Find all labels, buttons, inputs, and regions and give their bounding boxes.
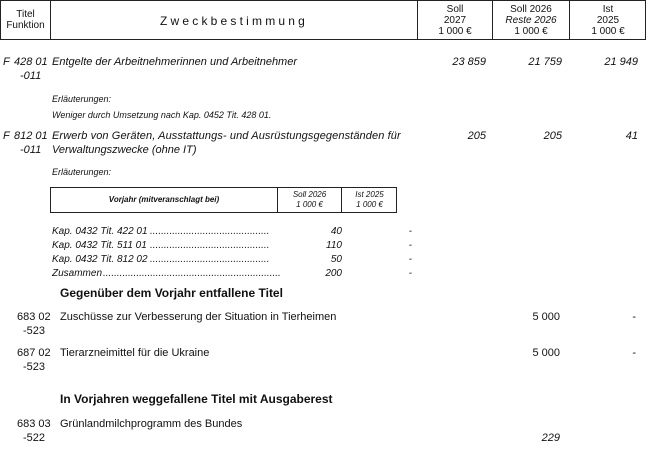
vorjahr-row-dots: ................................................................ xyxy=(103,268,281,279)
entry-soll-2026: 229 xyxy=(541,432,560,444)
vorjahr-header: Vorjahr (mitveranschlagt bei) xyxy=(108,195,220,204)
section-heading-weggefallene-titel: In Vorjahren weggefallene Titel mit Ausgaberest xyxy=(60,392,333,406)
vorjahr-row-dots: ........................................... xyxy=(150,226,270,237)
vorjahr-row-soll: 50 xyxy=(330,254,342,265)
entry-titel: 812 01 xyxy=(14,130,48,142)
vorjahr-row-ist: - xyxy=(408,254,412,265)
entry-soll-2026: 5 000 xyxy=(532,311,560,323)
entry-titel: 428 01 xyxy=(14,56,48,68)
entry-text: Grünlandmilchprogramm des Bundes xyxy=(60,418,243,430)
header-ist-2025: Ist 2025 1 000 € xyxy=(591,4,625,37)
entry-text: Entgelte der Arbeitnehmerinnen und Arbeitnehmer xyxy=(52,56,298,68)
vorjahr-ist-header: Ist 2025 1 000 € xyxy=(355,190,384,209)
vorjahr-row-label: Kap. 0432 Tit. 812 02 xyxy=(52,254,148,265)
erlaeuterungen-text: Weniger durch Umsetzung nach Kap. 0452 Tit. 428 01. xyxy=(52,110,272,120)
vorjahr-row-label: Kap. 0432 Tit. 511 01 xyxy=(52,240,147,251)
section-heading-entfallene-titel: Gegenüber dem Vorjahr entfallene Titel xyxy=(60,286,283,300)
entry-text: Erwerb von Geräten, Ausstattungs- und Ausrüstungsgegenständen für xyxy=(52,130,401,142)
entry-soll-2026: 5 000 xyxy=(532,347,560,359)
entry-soll-2026: 21 759 xyxy=(528,56,562,68)
entry-ist-2025: 21 949 xyxy=(604,56,638,68)
header-zweckbestimmung: Zweckbestimmung xyxy=(159,14,309,28)
vorjahr-table-header xyxy=(50,187,397,213)
entry-prefix: F xyxy=(3,130,10,142)
entry-text-cont: Verwaltungszwecke (ohne IT) xyxy=(52,144,197,156)
entry-titel: 687 02 xyxy=(17,347,51,359)
entry-ist-2025: - xyxy=(632,311,636,323)
entry-prefix: F xyxy=(3,56,10,68)
vorjahr-row-label: Zusammen xyxy=(52,268,103,279)
erlaeuterungen-label: Erläuterungen: xyxy=(52,167,112,177)
entry-titel: 683 03 xyxy=(17,418,51,430)
entry-funktion: -522 xyxy=(23,432,46,444)
header-soll-2026: Soll 2026 Reste 2026 1 000 € xyxy=(505,4,557,37)
entry-funktion: -523 xyxy=(23,325,46,337)
vorjahr-row-ist: - xyxy=(408,268,412,279)
column-header xyxy=(0,0,646,40)
entry-text: Tierarzneimittel für die Ukraine xyxy=(60,347,210,359)
entry-funktion: -011 xyxy=(20,70,42,82)
entry-soll-2027: 205 xyxy=(467,130,486,142)
vorjahr-row-soll: 40 xyxy=(330,226,342,237)
vorjahr-row-ist: - xyxy=(408,226,412,237)
vorjahr-soll-header: Soll 2026 1 000 € xyxy=(292,190,327,209)
entry-soll-2026: 205 xyxy=(543,130,562,142)
header-titel-funktion: Titel Funktion xyxy=(6,9,45,31)
entry-titel: 683 02 xyxy=(17,311,51,323)
entry-text: Zuschüsse zur Verbesserung der Situation in Tierheimen xyxy=(60,311,337,323)
vorjahr-row-ist: - xyxy=(408,240,412,251)
vorjahr-row-label: Kap. 0432 Tit. 422 01 xyxy=(52,226,148,237)
vorjahr-row-dots: ........................................... xyxy=(150,240,270,251)
entry-funktion: -011 xyxy=(20,144,42,156)
vorjahr-row-dots: ........................................... xyxy=(150,254,270,265)
entry-ist-2025: 41 xyxy=(625,130,638,142)
header-soll-2027: Soll 2027 1 000 € xyxy=(438,4,472,37)
vorjahr-row-soll: 110 xyxy=(326,240,342,251)
erlaeuterungen-label: Erläuterungen: xyxy=(52,94,112,104)
entry-soll-2027: 23 859 xyxy=(452,56,486,68)
vorjahr-row-soll: 200 xyxy=(325,268,342,279)
entry-funktion: -523 xyxy=(23,361,46,373)
entry-ist-2025: - xyxy=(632,347,636,359)
